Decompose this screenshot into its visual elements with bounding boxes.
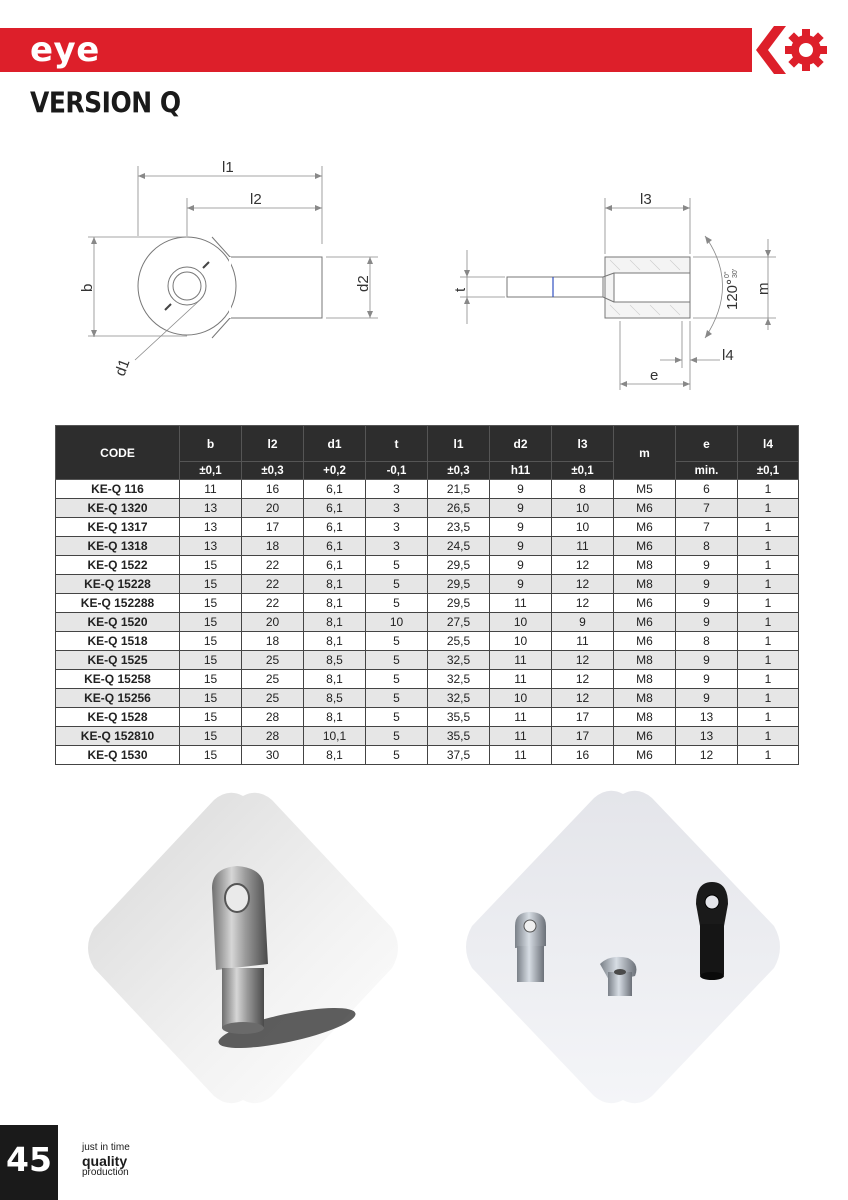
table-cell: 12 [552, 556, 614, 575]
tol-l2: ±0,3 [242, 462, 304, 480]
table-cell: 11 [490, 651, 552, 670]
table-cell: 9 [676, 670, 738, 689]
tol-l1: ±0,3 [428, 462, 490, 480]
product-code-cell: KE-Q 1530 [56, 746, 180, 765]
table-cell: 11 [490, 727, 552, 746]
table-cell: 8,1 [304, 613, 366, 632]
table-cell: 16 [242, 480, 304, 499]
table-cell: 3 [366, 537, 428, 556]
tol-b: ±0,1 [180, 462, 242, 480]
table-cell: 8,5 [304, 651, 366, 670]
table-cell: 1 [738, 651, 799, 670]
table-cell: 8,5 [304, 689, 366, 708]
table-cell: 20 [242, 499, 304, 518]
product-code-cell: KE-Q 1320 [56, 499, 180, 518]
table-cell: 3 [366, 499, 428, 518]
table-cell: 1 [738, 746, 799, 765]
table-row [56, 670, 799, 689]
table-cell: 12 [676, 746, 738, 765]
chevron-gear-icon [752, 20, 832, 80]
table-cell: M6 [614, 537, 676, 556]
table-cell: 15 [180, 556, 242, 575]
table-cell: 25 [242, 689, 304, 708]
label-l2: l2 [250, 191, 262, 208]
table-cell: 15 [180, 575, 242, 594]
label-d2: d2 [355, 275, 372, 292]
table-cell: 1 [738, 708, 799, 727]
table-cell: 1 [738, 518, 799, 537]
table-cell: 26,5 [428, 499, 490, 518]
tol-e: min. [676, 462, 738, 480]
table-row [56, 651, 799, 670]
table-cell: 7 [676, 499, 738, 518]
table-cell: 25,5 [428, 632, 490, 651]
table-cell: M6 [614, 518, 676, 537]
table-cell: 32,5 [428, 689, 490, 708]
table-cell: 12 [552, 689, 614, 708]
table-header-row [56, 426, 799, 462]
table-cell: 10 [490, 689, 552, 708]
product-code-cell: KE-Q 1520 [56, 613, 180, 632]
table-cell: 1 [738, 727, 799, 746]
table-cell: 10,1 [304, 727, 366, 746]
header-l4: l4 [738, 426, 799, 462]
table-cell: 18 [242, 537, 304, 556]
table-cell: 25 [242, 670, 304, 689]
table-cell: M6 [614, 594, 676, 613]
table-cell: 9 [676, 556, 738, 575]
table-cell: 29,5 [428, 575, 490, 594]
table-cell: 5 [366, 727, 428, 746]
table-row [56, 480, 799, 499]
table-cell: 9 [490, 499, 552, 518]
table-cell: 1 [738, 575, 799, 594]
header-bar [0, 28, 752, 72]
header-code: CODE [56, 426, 180, 480]
label-l3: l3 [640, 191, 652, 208]
product-code-cell: KE-Q 1522 [56, 556, 180, 575]
table-cell: 30 [242, 746, 304, 765]
table-cell: 8 [676, 632, 738, 651]
table-cell: 9 [676, 575, 738, 594]
label-b: b [79, 283, 96, 292]
table-cell: 9 [490, 537, 552, 556]
table-cell: 5 [366, 556, 428, 575]
tol-l4: ±0,1 [738, 462, 799, 480]
table-cell: 9 [490, 575, 552, 594]
table-cell: 13 [180, 518, 242, 537]
header-m: m [614, 426, 676, 480]
table-cell: 1 [738, 613, 799, 632]
table-cell: 8,1 [304, 670, 366, 689]
label-angle: 120° [724, 278, 741, 310]
table-cell: 15 [180, 727, 242, 746]
table-row [56, 575, 799, 594]
table-cell: 9 [552, 613, 614, 632]
table-row [56, 594, 799, 613]
table-cell: 13 [180, 537, 242, 556]
table-cell: 7 [676, 518, 738, 537]
table-cell: 1 [738, 632, 799, 651]
product-code-cell: KE-Q 15256 [56, 689, 180, 708]
table-cell: 22 [242, 556, 304, 575]
table-cell: 1 [738, 556, 799, 575]
table-cell: 28 [242, 727, 304, 746]
table-cell: 29,5 [428, 594, 490, 613]
tol-d2: h11 [490, 462, 552, 480]
tagline-line-3: production [82, 1167, 129, 1179]
table-cell: 17 [552, 727, 614, 746]
table-cell: 5 [366, 594, 428, 613]
table-cell: 35,5 [428, 708, 490, 727]
table-cell: 8,1 [304, 632, 366, 651]
label-d1: d1 [111, 356, 134, 379]
table-cell: 13 [676, 727, 738, 746]
product-code-cell: KE-Q 1518 [56, 632, 180, 651]
table-cell: 8,1 [304, 746, 366, 765]
table-cell: 21,5 [428, 480, 490, 499]
product-photo-single-eye [82, 788, 404, 1108]
table-cell: M6 [614, 632, 676, 651]
table-row [56, 708, 799, 727]
table-cell: 15 [180, 708, 242, 727]
header-b: b [180, 426, 242, 462]
header-d2: d2 [490, 426, 552, 462]
header-l1: l1 [428, 426, 490, 462]
table-cell: 11 [552, 537, 614, 556]
table-cell: 1 [738, 594, 799, 613]
table-row [56, 746, 799, 765]
table-row [56, 727, 799, 746]
header-e: e [676, 426, 738, 462]
product-code-cell: KE-Q 15228 [56, 575, 180, 594]
table-cell: 35,5 [428, 727, 490, 746]
table-cell: M8 [614, 556, 676, 575]
table-cell: 5 [366, 746, 428, 765]
table-cell: 6,1 [304, 537, 366, 556]
table-cell: 13 [676, 708, 738, 727]
table-cell: 1 [738, 537, 799, 556]
spec-table [55, 425, 799, 765]
page-title: eye [30, 30, 100, 70]
table-cell: 9 [676, 651, 738, 670]
table-cell: 24,5 [428, 537, 490, 556]
table-cell: 1 [738, 670, 799, 689]
table-cell: 6,1 [304, 499, 366, 518]
product-code-cell: KE-Q 1317 [56, 518, 180, 537]
table-cell: 8,1 [304, 594, 366, 613]
table-cell: 5 [366, 670, 428, 689]
eye-side-view [507, 257, 690, 318]
table-cell: 12 [552, 651, 614, 670]
table-cell: 13 [180, 499, 242, 518]
header-l3: l3 [552, 426, 614, 462]
table-cell: M6 [614, 499, 676, 518]
table-cell: 1 [738, 480, 799, 499]
table-cell: 15 [180, 651, 242, 670]
label-tol-plus: 0° [724, 271, 731, 278]
table-cell: 11 [490, 708, 552, 727]
table-cell: 1 [738, 689, 799, 708]
table-cell: 6,1 [304, 480, 366, 499]
table-cell: 9 [490, 518, 552, 537]
table-row [56, 518, 799, 537]
tol-l3: ±0,1 [552, 462, 614, 480]
label-t: t [452, 287, 469, 292]
label-e: e [650, 367, 659, 384]
table-cell: 11 [180, 480, 242, 499]
product-code-cell: KE-Q 1318 [56, 537, 180, 556]
table-cell: 9 [490, 556, 552, 575]
table-cell: 6,1 [304, 518, 366, 537]
table-cell: 11 [552, 632, 614, 651]
table-cell: 28 [242, 708, 304, 727]
table-cell: 10 [366, 613, 428, 632]
table-cell: 15 [180, 746, 242, 765]
table-cell: M8 [614, 689, 676, 708]
table-cell: M8 [614, 708, 676, 727]
table-cell: 9 [490, 480, 552, 499]
label-m: m [755, 282, 772, 295]
table-cell: 10 [490, 632, 552, 651]
table-cell: 11 [490, 670, 552, 689]
table-cell: 5 [366, 632, 428, 651]
eye-front-view [138, 237, 322, 338]
table-cell: 10 [490, 613, 552, 632]
company-tagline [82, 1143, 130, 1179]
table-cell: 22 [242, 575, 304, 594]
table-cell: 9 [676, 594, 738, 613]
page-number: 45 [6, 1140, 52, 1179]
tol-t: -0,1 [366, 462, 428, 480]
table-cell: 8,1 [304, 708, 366, 727]
product-code-cell: KE-Q 152288 [56, 594, 180, 613]
table-cell: 8,1 [304, 575, 366, 594]
table-cell: M6 [614, 727, 676, 746]
product-code-cell: KE-Q 1525 [56, 651, 180, 670]
tagline-line-2: quality [82, 1152, 128, 1169]
tol-d1: +0,2 [304, 462, 366, 480]
table-cell: 32,5 [428, 651, 490, 670]
product-code-cell: KE-Q 116 [56, 480, 180, 499]
table-cell: M8 [614, 670, 676, 689]
table-cell: 32,5 [428, 670, 490, 689]
label-l4: l4 [722, 347, 734, 364]
header-d1: d1 [304, 426, 366, 462]
table-cell: 6 [676, 480, 738, 499]
table-cell: 17 [242, 518, 304, 537]
table-cell: M6 [614, 746, 676, 765]
table-row [56, 499, 799, 518]
table-cell: 12 [552, 594, 614, 613]
tagline-line-1: just in time [82, 1142, 130, 1153]
table-cell: 5 [366, 651, 428, 670]
table-row [56, 632, 799, 651]
label-l1: l1 [222, 159, 234, 176]
header-t: t [366, 426, 428, 462]
table-cell: 15 [180, 670, 242, 689]
label-tol-minus: 30' [732, 268, 739, 278]
product-code-cell: KE-Q 15258 [56, 670, 180, 689]
table-cell: 15 [180, 632, 242, 651]
product-code-cell: KE-Q 152810 [56, 727, 180, 746]
table-cell: 15 [180, 689, 242, 708]
table-row [56, 689, 799, 708]
table-cell: 8 [552, 480, 614, 499]
header-l2: l2 [242, 426, 304, 462]
technical-drawing [0, 140, 848, 420]
table-cell: 5 [366, 708, 428, 727]
table-cell: 11 [490, 594, 552, 613]
table-cell: 5 [366, 689, 428, 708]
table-cell: 22 [242, 594, 304, 613]
version-heading: VERSION Q [30, 86, 181, 120]
table-cell: 8 [676, 537, 738, 556]
table-cell: M8 [614, 651, 676, 670]
table-cell: 15 [180, 613, 242, 632]
table-cell: M5 [614, 480, 676, 499]
table-cell: 9 [676, 689, 738, 708]
table-cell: 9 [676, 613, 738, 632]
table-cell: 5 [366, 575, 428, 594]
table-cell: 37,5 [428, 746, 490, 765]
table-cell: 12 [552, 575, 614, 594]
product-code-cell: KE-Q 1528 [56, 708, 180, 727]
table-cell: 6,1 [304, 556, 366, 575]
table-cell: 23,5 [428, 518, 490, 537]
table-cell: 17 [552, 708, 614, 727]
table-cell: 3 [366, 518, 428, 537]
product-photo-three-eyes [460, 786, 786, 1108]
table-cell: 16 [552, 746, 614, 765]
table-cell: 1 [738, 499, 799, 518]
table-cell: M6 [614, 613, 676, 632]
table-row [56, 537, 799, 556]
table-cell: 25 [242, 651, 304, 670]
table-cell: 20 [242, 613, 304, 632]
table-cell: 10 [552, 499, 614, 518]
table-cell: 15 [180, 594, 242, 613]
table-cell: 11 [490, 746, 552, 765]
table-row [56, 556, 799, 575]
table-cell: 3 [366, 480, 428, 499]
table-cell: 12 [552, 670, 614, 689]
table-cell: 27,5 [428, 613, 490, 632]
table-cell: M8 [614, 575, 676, 594]
table-cell: 29,5 [428, 556, 490, 575]
table-cell: 18 [242, 632, 304, 651]
table-row [56, 613, 799, 632]
table-cell: 10 [552, 518, 614, 537]
